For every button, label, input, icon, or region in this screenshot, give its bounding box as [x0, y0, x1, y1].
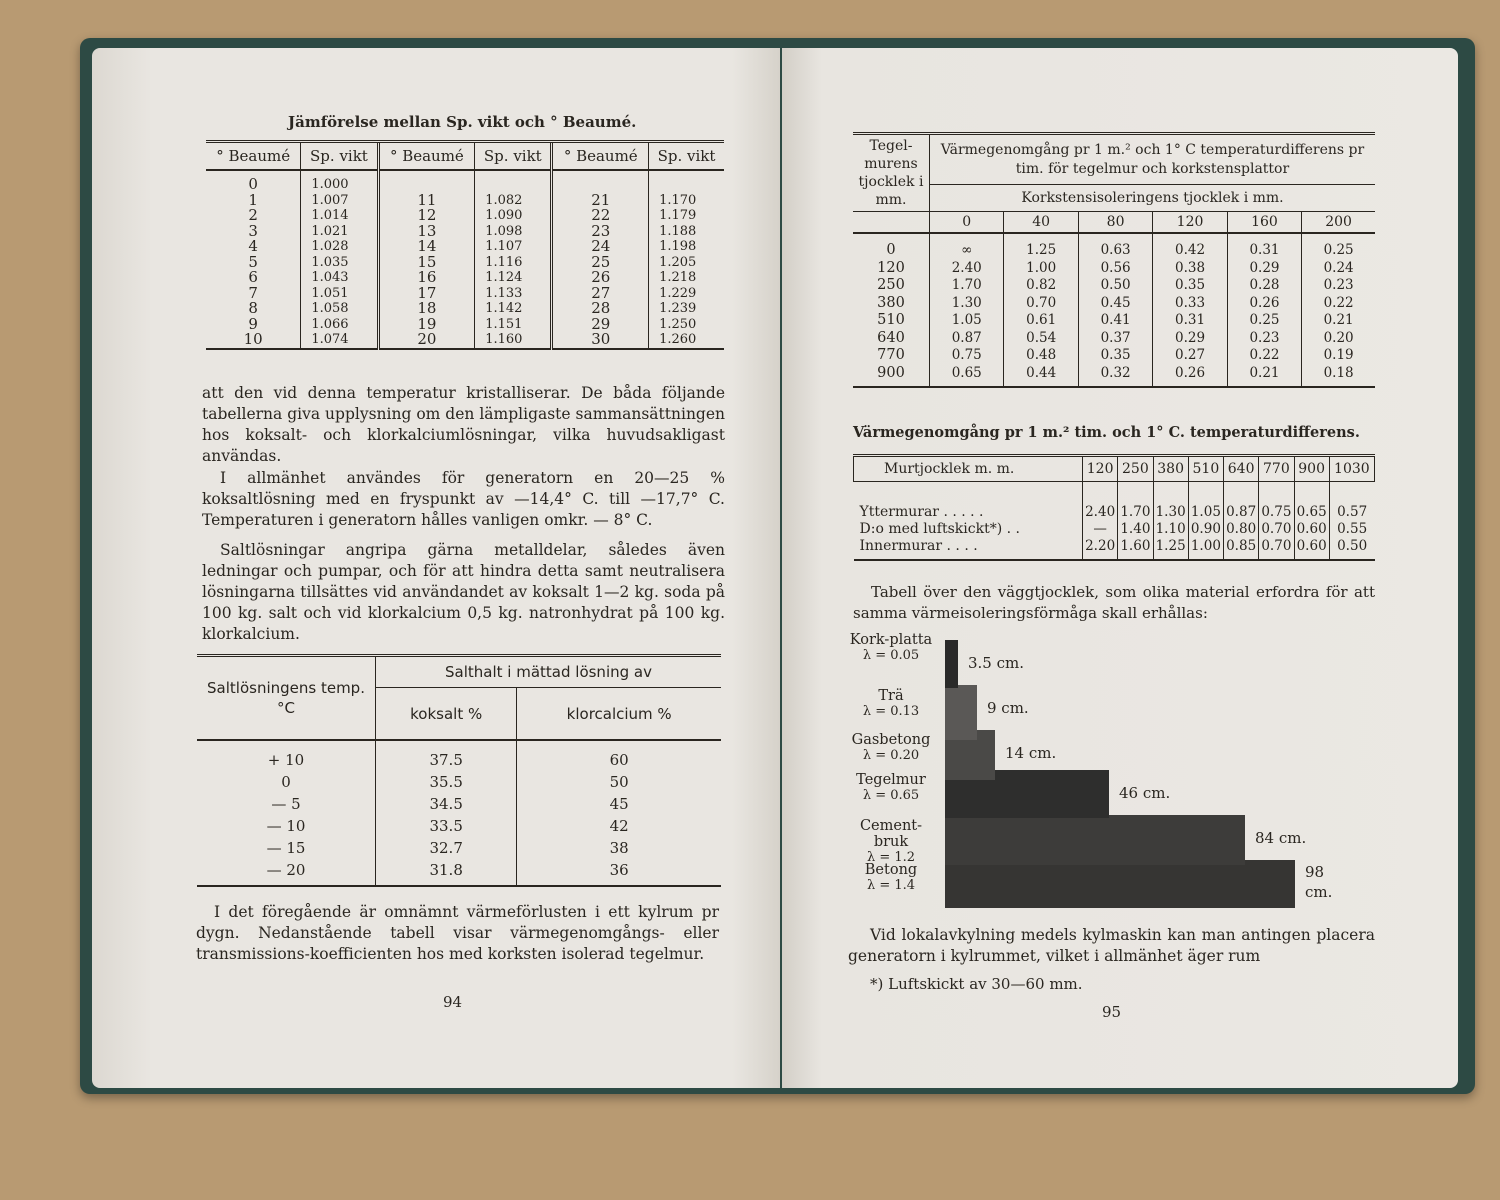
table-cell: 1.014 — [301, 208, 378, 224]
table-cell: 1.142 — [475, 301, 552, 317]
table-cell: 1.000 — [301, 170, 378, 193]
paragraph-after: Vid lokalavkylning medels kylmaskin kan man antingen placera generatorn i kylrummet, vilket i allmänhet äger rum — [848, 926, 1375, 965]
col-header: ° Beaumé — [378, 142, 475, 171]
table-cell: 1.30 — [1153, 482, 1188, 522]
table-cell: 0.32 — [1078, 365, 1152, 388]
table-cell: — — [1083, 521, 1118, 538]
table-cell: 36 — [517, 859, 721, 886]
table-cell: 380 — [853, 295, 930, 313]
material-label — [845, 688, 937, 720]
table-cell: 0.54 — [1004, 330, 1078, 348]
table-cell: 2.40 — [1083, 482, 1118, 522]
table-cell: 1.198 — [649, 239, 724, 255]
table-row — [854, 482, 1375, 522]
table-cell: 27 — [552, 286, 649, 302]
material-bar — [945, 640, 958, 688]
table-row — [206, 208, 724, 224]
col-header: ° Beaumé — [206, 142, 301, 171]
column-label: 120 — [1083, 456, 1118, 482]
column-label: 0 — [930, 212, 1004, 234]
table-cell: 1.028 — [301, 239, 378, 255]
material-bar — [945, 860, 1295, 908]
material-lambda: λ = 1.2 — [866, 850, 916, 865]
table-row — [197, 793, 721, 815]
salt-group-header: Salthalt i mättad lösning av — [376, 656, 722, 688]
table-cell: — 20 — [197, 859, 376, 886]
table-cell: + 10 — [197, 740, 376, 771]
table-cell: 0.87 — [930, 330, 1004, 348]
table-cell: 0.38 — [1153, 260, 1227, 278]
table-cell: 0 — [853, 233, 930, 260]
table-cell: 1.090 — [475, 208, 552, 224]
table-cell: 1.188 — [649, 224, 724, 240]
table-row — [853, 365, 1375, 388]
table-row — [206, 332, 724, 349]
table-cell — [853, 212, 930, 234]
material-label — [845, 632, 937, 664]
table-cell: 120 — [853, 260, 930, 278]
column-label: 510 — [1188, 456, 1223, 482]
table-cell: 0.48 — [1004, 347, 1078, 365]
table-row — [854, 538, 1375, 560]
table-cell: 1.70 — [1118, 482, 1153, 522]
table-cell: 1.10 — [1153, 521, 1188, 538]
material-name: Cement-bruk — [859, 818, 923, 850]
table-row — [853, 312, 1375, 330]
table-cell: 1.082 — [475, 193, 552, 209]
material-lambda: λ = 0.05 — [862, 648, 920, 663]
column-label: 40 — [1004, 212, 1078, 234]
salt-col1-header: Saltlösningens temp. °C — [197, 656, 376, 741]
table-row — [197, 771, 721, 793]
table-cell: 0.18 — [1302, 365, 1375, 388]
table-cell: 0.57 — [1329, 482, 1374, 522]
salt-col2-header: koksalt % — [376, 688, 517, 740]
table-cell: 0.70 — [1259, 538, 1294, 560]
table-cell: 1.260 — [649, 332, 724, 349]
column-label: 120 — [1153, 212, 1227, 234]
table-cell: 16 — [378, 270, 475, 286]
table-cell: 1.098 — [475, 224, 552, 240]
table-cell: 10 — [206, 332, 301, 349]
table-row — [853, 330, 1375, 348]
table-cell: 0.29 — [1227, 260, 1301, 278]
material-lambda: λ = 0.65 — [862, 788, 920, 803]
varme-row-header: Tegel-murens tjocklek i mm. — [853, 134, 930, 212]
table-cell: 30 — [552, 332, 649, 349]
table-cell: 60 — [609, 751, 629, 769]
footnote: *) Luftskickt av 30—60 mm. — [870, 975, 1083, 993]
mur-header-row — [854, 456, 1375, 482]
material-label — [845, 862, 937, 894]
table-cell: 0.31 — [1227, 233, 1301, 260]
table-cell: 0.26 — [1153, 365, 1227, 388]
varme-sub-header: Korkstensisoleringens tjocklek i mm. — [930, 185, 1376, 212]
table-cell: 1.30 — [930, 295, 1004, 313]
table-cell: 8 — [248, 299, 258, 317]
table-cell: 0.21 — [1227, 365, 1301, 388]
table-cell: 29 — [552, 317, 649, 333]
table-cell: 1.00 — [1188, 538, 1223, 560]
col-header: Sp. vikt — [649, 142, 724, 171]
material-lambda: λ = 0.20 — [862, 748, 920, 763]
table-cell: 1.160 — [475, 332, 552, 349]
wall-thickness-figure — [845, 630, 1345, 910]
varme-group-header: Värmegenomgång pr 1 m.² och 1° C temperaturdifferens pr tim. för tegelmur och korkstensplattor — [930, 134, 1376, 185]
table-cell: 1.021 — [301, 224, 378, 240]
table-cell: 38 — [609, 839, 629, 857]
table-cell: 13 — [378, 224, 475, 240]
table-cell: 0 — [197, 771, 376, 793]
table-cell: — 5 — [197, 793, 376, 815]
table-cell: 900 — [853, 365, 930, 388]
table-cell: 2 — [248, 206, 258, 224]
table-cell: 5 — [248, 252, 258, 271]
table-cell: 0.60 — [1294, 538, 1329, 560]
table-cell: 1.179 — [649, 208, 724, 224]
table-row — [853, 347, 1375, 365]
thickness-label: 98 cm. — [1305, 863, 1333, 901]
col-header: ° Beaumé — [552, 142, 649, 171]
table-cell: 0.23 — [1323, 277, 1354, 293]
varme-column-row — [853, 212, 1375, 234]
table-cell: 0.60 — [1294, 521, 1329, 538]
column-label: 160 — [1227, 212, 1301, 234]
row-label: Yttermurar . . . . . — [859, 504, 984, 520]
row-label: D:o med luftskickt*) . . — [859, 521, 1020, 537]
table-cell: 23 — [552, 224, 649, 240]
material-lambda: λ = 1.4 — [866, 878, 916, 893]
table-cell: 2.20 — [1083, 538, 1118, 560]
material-label — [845, 732, 937, 764]
table-cell: 32.7 — [376, 837, 517, 859]
figure-caption: Tabell över den väggtjocklek, som olika material erfordra för att samma värmeisoleringsförmåga skall erhållas: — [853, 583, 1375, 622]
table-cell: 1 — [248, 190, 258, 209]
column-label: 200 — [1302, 212, 1375, 234]
table-cell: 0.35 — [1153, 277, 1227, 295]
table-cell — [649, 170, 724, 193]
table-cell: 28 — [552, 301, 649, 317]
table-cell: 6 — [248, 268, 258, 286]
table-cell: 3 — [248, 221, 258, 240]
material-bar — [945, 815, 1245, 865]
table-cell: 1.205 — [649, 255, 724, 271]
thickness-label: 9 cm. — [987, 699, 1029, 717]
table-cell: 1.066 — [301, 317, 378, 333]
table-cell: 15 — [378, 255, 475, 271]
table-cell: 0.65 — [930, 365, 1004, 388]
table-cell: 0.31 — [1153, 312, 1227, 330]
table-cell: 0.45 — [1078, 295, 1152, 313]
row-label: Innermurar . . . . — [854, 538, 1083, 560]
material-name: Tegelmur — [856, 772, 926, 788]
table-cell: 0.29 — [1153, 330, 1227, 348]
table-cell: 0.63 — [1078, 233, 1152, 260]
col-header: Sp. vikt — [301, 142, 378, 171]
table-cell: 0 — [248, 175, 258, 193]
thickness-label: 46 cm. — [1119, 784, 1171, 802]
table-cell: 0.70 — [1004, 295, 1078, 313]
table-row — [206, 286, 724, 302]
table-cell: 1.051 — [301, 286, 378, 302]
table-cell: 33.5 — [376, 815, 517, 837]
table-cell: 0.28 — [1227, 277, 1301, 295]
table-cell: 250 — [853, 277, 930, 295]
column-label: 380 — [1153, 456, 1188, 482]
table-cell: 0.61 — [1004, 312, 1078, 330]
table-cell: 19 — [378, 317, 475, 333]
table-cell: 0.65 — [1294, 482, 1329, 522]
material-name: Trä — [878, 688, 904, 704]
table-cell: 1.058 — [301, 301, 378, 317]
page-number-right: 95 — [1102, 1003, 1122, 1021]
salt-table-body — [197, 740, 721, 886]
material-name: Betong — [864, 862, 918, 878]
table-cell: 1.229 — [649, 286, 724, 302]
table-cell: 31.8 — [376, 859, 517, 886]
table-cell: 35.5 — [376, 771, 517, 793]
table-cell: 1.107 — [475, 239, 552, 255]
mur-header: Murtjocklek m. m. — [854, 456, 1083, 482]
table-row — [206, 239, 724, 255]
table-row — [853, 233, 1375, 260]
table-row — [197, 859, 721, 886]
beaume-table-body — [206, 170, 724, 349]
table-cell: 7 — [248, 283, 258, 302]
table-cell: 1.035 — [301, 255, 378, 271]
table-cell: 0.90 — [1188, 521, 1223, 538]
table-cell: 25 — [552, 255, 649, 271]
table-cell: 770 — [853, 347, 930, 365]
table-cell: 12 — [378, 208, 475, 224]
table-cell: 0.23 — [1227, 330, 1301, 348]
table-row — [206, 170, 724, 193]
thickness-label: 84 cm. — [1255, 829, 1307, 847]
table-cell: ∞ — [930, 233, 1004, 260]
table-cell: 1.250 — [649, 317, 724, 333]
table-cell: 0.25 — [1227, 312, 1301, 330]
table-cell: 0.87 — [1224, 482, 1259, 522]
paragraph-2: I allmänhet användes för generatorn en 20—25 % koksaltlösning med en fryspunkt av —14,4° C. till —17,7° C. Temperaturen i generatorn hålles vanligen omkr. — 8° C. — [202, 469, 725, 529]
table-cell: 24 — [552, 239, 649, 255]
table-cell: 0.27 — [1153, 347, 1227, 365]
column-label: 1030 — [1329, 456, 1374, 482]
table-cell: 1.40 — [1118, 521, 1153, 538]
table-cell: 0.26 — [1227, 295, 1301, 313]
table-cell: 0.75 — [930, 347, 1004, 365]
table-cell: 0.41 — [1078, 312, 1152, 330]
table-cell: 1.239 — [649, 301, 724, 317]
table-cell: 14 — [378, 239, 475, 255]
col-header: Sp. vikt — [475, 142, 552, 171]
salt-table — [197, 654, 721, 887]
table-row — [206, 301, 724, 317]
table-row — [853, 295, 1375, 313]
table-cell: 50 — [609, 773, 629, 791]
table-cell: 1.074 — [301, 332, 378, 349]
table-cell: 1.00 — [1004, 260, 1078, 278]
thickness-label: 14 cm. — [1005, 744, 1057, 762]
paragraph-4: I det föregående är omnämnt värmeförlusten i ett kylrum pr dygn. Nedanstående tabell visar värmegenomgångs- eller transmissions-koefficienten hos med korksten isolerad tegelmur. — [196, 903, 719, 963]
paragraph-3: Saltlösningar angripa gärna metalldelar, således även ledningar och pumpar, och för att hindra detta samt neutralisera lösningarna tillsättes vid användandet av koksalt 1—2 kg. soda på 100 kg. salt och vid klorkalcium 0,5 kg. natronhydrat på 100 kg. klorkalcium. — [202, 541, 725, 643]
table-cell: 0.22 — [1227, 347, 1301, 365]
mur-table-body — [854, 482, 1375, 561]
beaume-table-title: Jämförelse mellan Sp. vikt och ° Beaumé. — [288, 113, 637, 131]
table-cell — [552, 170, 649, 193]
table-cell: 0.25 — [1323, 242, 1354, 258]
beaume-table — [206, 140, 724, 350]
table-cell: 0.24 — [1323, 259, 1354, 276]
table-cell: 0.37 — [1078, 330, 1152, 348]
table-cell: 18 — [378, 301, 475, 317]
table-cell: 42 — [609, 817, 629, 835]
table-row — [197, 815, 721, 837]
table-cell: 0.75 — [1259, 482, 1294, 522]
table-row — [853, 277, 1375, 295]
table-cell: 0.55 — [1329, 521, 1374, 538]
table-cell: 1.007 — [301, 193, 378, 209]
thickness-label: 3.5 cm. — [968, 654, 1025, 672]
column-label: 770 — [1259, 456, 1294, 482]
table-cell: 0.22 — [1323, 294, 1354, 311]
table-cell: 1.218 — [649, 270, 724, 286]
column-label: 250 — [1118, 456, 1153, 482]
table-cell: 9 — [248, 314, 258, 333]
table-cell — [475, 170, 552, 193]
table-cell: 11 — [378, 193, 475, 209]
table-cell: 20 — [378, 332, 475, 349]
column-label: 640 — [1224, 456, 1259, 482]
material-label — [845, 772, 937, 804]
table-cell: 640 — [853, 330, 930, 348]
table-row — [206, 255, 724, 271]
material-bar — [945, 685, 977, 740]
mur-caption: Värmegenomgång pr 1 m.² tim. och 1° C. temperaturdifferens. — [853, 424, 1360, 441]
table-cell: 0.50 — [1329, 538, 1374, 560]
table-cell: 0.85 — [1224, 538, 1259, 560]
table-cell: — 10 — [197, 815, 376, 837]
mur-table — [853, 454, 1375, 561]
table-cell: 0.42 — [1153, 233, 1227, 260]
table-cell: 1.124 — [475, 270, 552, 286]
table-row — [853, 260, 1375, 278]
table-cell: 37.5 — [376, 740, 517, 771]
table-cell: 0.82 — [1004, 277, 1078, 295]
table-cell: 21 — [552, 193, 649, 209]
table-cell: 2.40 — [930, 260, 1004, 278]
table-cell: 510 — [853, 312, 930, 330]
table-cell: 1.151 — [475, 317, 552, 333]
material-name: Kork-platta — [849, 632, 933, 648]
table-cell: 1.043 — [301, 270, 378, 286]
table-cell: 1.170 — [649, 193, 724, 209]
table-cell: 0.20 — [1323, 329, 1354, 346]
material-name: Gasbetong — [851, 732, 931, 748]
table-cell: 0.33 — [1153, 295, 1227, 313]
salt-col3-header: klorcalcium % — [517, 688, 721, 740]
table-cell: 0.70 — [1259, 521, 1294, 538]
page-number-left: 94 — [443, 993, 463, 1011]
table-cell: — 15 — [197, 837, 376, 859]
table-cell: 45 — [609, 795, 629, 813]
table-cell: 1.25 — [1153, 538, 1188, 560]
material-lambda: λ = 0.13 — [862, 704, 920, 719]
table-cell — [378, 170, 475, 193]
table-cell: 0.80 — [1224, 521, 1259, 538]
table-cell: 4 — [248, 237, 258, 255]
table-cell: 1.60 — [1118, 538, 1153, 560]
table-cell: 1.25 — [1004, 233, 1078, 260]
table-cell: 1.05 — [1188, 482, 1223, 522]
column-label: 900 — [1294, 456, 1329, 482]
table-row — [206, 193, 724, 209]
table-cell: 1.133 — [475, 286, 552, 302]
table-row — [206, 270, 724, 286]
table-cell: 0.56 — [1078, 260, 1152, 278]
table-cell: 26 — [552, 270, 649, 286]
table-cell: 17 — [378, 286, 475, 302]
table-cell: 0.35 — [1078, 347, 1152, 365]
table-row — [206, 224, 724, 240]
table-cell: 1.70 — [930, 277, 1004, 295]
table-row — [197, 740, 721, 771]
table-cell: 0.50 — [1078, 277, 1152, 295]
column-label: 80 — [1078, 212, 1152, 234]
varme-table — [853, 132, 1375, 388]
table-cell: 34.5 — [376, 793, 517, 815]
table-row — [206, 317, 724, 333]
table-cell: 1.05 — [930, 312, 1004, 330]
table-cell: 1.116 — [475, 255, 552, 271]
varme-table-body — [853, 233, 1375, 387]
table-cell: 0.44 — [1004, 365, 1078, 388]
table-cell: 22 — [552, 208, 649, 224]
table-cell: 0.21 — [1323, 312, 1354, 328]
table-cell: 0.19 — [1323, 347, 1354, 363]
table-row — [854, 521, 1375, 538]
table-row — [197, 837, 721, 859]
material-label — [845, 818, 937, 866]
paragraph-1: att den vid denna temperatur kristalliserar. De båda följande tabellerna giva upplysning om den lämpligaste sammansättningen hos koksalt- och klorkalciumlösningar, vilka huvudsakligast användas. — [202, 384, 725, 465]
